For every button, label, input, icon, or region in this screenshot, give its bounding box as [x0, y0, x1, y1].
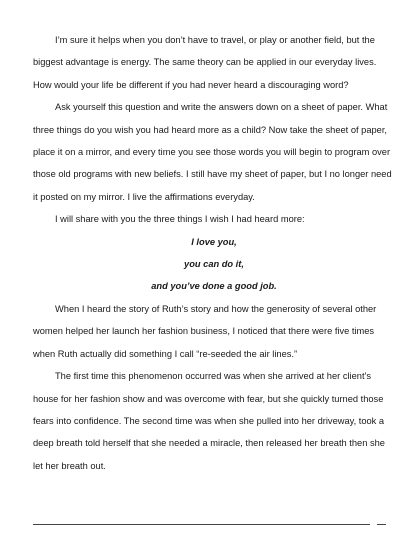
affirmation-line: I love you, — [191, 236, 237, 247]
paragraph: I’m sure it helps when you don’t have to travel, or play or another field, but the biggest advantage is energy. The same theory can be applied in our everyday lives. How would your life be different if you had never heard a discouraging word? — [33, 35, 377, 90]
affirmation-line: you can do it, — [184, 259, 244, 270]
footer-page-mark — [377, 524, 386, 525]
paragraph: I will share with you the three things I wish I had heard more: — [55, 214, 305, 225]
affirmation-line: and you’ve done a good job. — [151, 281, 277, 292]
paragraph: When I heard the story of Ruth’s story and how the generosity of several other women helped her launch her fashion business, I noticed that there were five times when Ruth actually did something I call “re-seeded the air lines.” — [33, 303, 377, 359]
paragraph: Ask yourself this question and write the answers down on a sheet of paper. What three things do you wish you had heard more as a child? Now take the sheet of paper, place it on a mirror, and every time you see those words you will begin to program over those old programs with new beliefs. I still have my sheet of paper, but I no longer need it posted on my mirror. I live the affirmations everyday. — [33, 102, 392, 202]
footer-rule — [33, 524, 370, 525]
paragraph: The first time this phenomenon occurred was when she arrived at her client’s house for her fashion show and was overcome with fear, but she quickly turned those fears into confidence. The second time was when she pulled into her driveway, took a deep breath told herself that she needed a miracle, then released her breath then she let her breath out. — [33, 371, 385, 471]
document-body — [33, 29, 395, 477]
